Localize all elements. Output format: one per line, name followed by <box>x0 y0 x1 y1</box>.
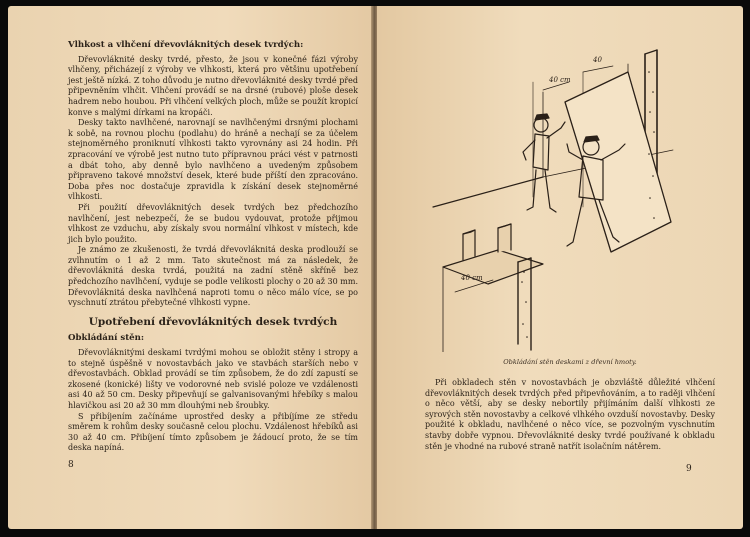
page-number-left: 8 <box>68 460 74 470</box>
paragraph: Při obkladech stěn v novostavbách je obzvláště důležité vlhčení dřevovláknitých desek tvrdých před připevňováním, a to raději vlhčení o něco větší, aby se desky nebortily přijímáním další vlhkosti ze syrových stěn novostavby a celkové vlhkého ovzduší novostavby. Desky použité k obkladu, navlhčené o něco více, se pozvolným vyschnutím stavby dobře vypnou. Dřevovláknité desky tvrdé používané k obkladu stěn je vhodné na rubové straně natřít isolačním nátěrem. <box>425 378 715 451</box>
dimension-label: 40 cm <box>461 274 483 282</box>
right-page <box>377 6 743 529</box>
paragraph: Je známo ze zkušenosti, že tvrdá dřevovláknitá deska prodlouží se zvlhnutím o 1 až 2 mm. Tato skutečnost má za následek, že dřevovláknitá deska tvrdá, použitá na zadní stěně skříně bez předchozího navlhčení, vyduje se podle velikosti plochy o 20 až 30 mm. Dřevovláknitá deska navlhčená naproti tomu o něco málo více, se po vyschnutí ztrátou přebytečné vlhkosti vypne. <box>68 245 358 308</box>
heading-moisture: Vlhkost a vlhčení dřevovláknitých desek tvrdých: <box>68 40 304 50</box>
dimension-label: 40 <box>593 56 602 64</box>
paragraph: Dřevovláknité desky tvrdé, přesto, že jsou v konečné fázi výroby vlhčeny, přicházejí z výroby ve vlhkosti, která pro většinu upotřebení jest ještě nízká. Z toho důvodu je nutno dřevovláknité desky tvrdé před připevněním vlhčit. Vlhčení provádí se na drsné (rubové) ploše desek hadrem nebo houbou. Při vlhčení velkých ploch, může se použít kropicí konve s malými dírkami na kropáči. <box>68 54 358 117</box>
paragraph: S přibíjením začínáme uprostřed desky a přibíjíme ze středu směrem k rohům desky současně celou plochu. Vzdálenost hřebíků asi 30 až 40 cm. Přibíjení tímto způsobem je žádoucí proto, že se tím deska napíná. <box>68 411 358 453</box>
page-number-right: 9 <box>686 464 692 474</box>
paragraph: Při použití dřevovláknitých desek tvrdých bez předchozího navlhčení, jest nebezpečí, že se budou vydouvat, protože přijmou vlhkost ze vzduchu, aby získaly svou normální vlhkost v místech, kde jich bylo použito. <box>68 202 358 244</box>
wall-cladding-illustration <box>423 32 723 352</box>
illustration-caption: Obkládání stěn deskami z dřevní hmoty. <box>503 358 637 366</box>
dimension-label: 40 cm <box>549 76 571 84</box>
left-page <box>8 6 372 529</box>
heading-usage: Upotřebení dřevovláknitých desek tvrdých <box>88 315 338 328</box>
paragraph: Desky takto navlhčené, narovnají se navlhčenými drsnými plochami k sobě, na rovnou plochu (podlahu) do hráně a nechají se za účelem stejnoměrného proniknutí vlhkosti takto vyrovnány asi 24 hodin. Při zpracování ve výrobě jest nutno tuto přípravnou práci vést v patrnosti a dbát toho, aby denně bylo navlhčeno a uvedeným způsobem připraveno takové množství desek, které bude příští den zpracováno. Doba přes noc dostačuje zpravidla k získání desek stejnoměrné vlhkosti. <box>68 118 358 202</box>
heading-wall-cladding: Obkládání stěn: <box>68 333 145 344</box>
left-page-text <box>68 40 358 454</box>
paragraph: Dřevovláknitými deskami tvrdými mohou se obložit stěny i stropy a to stejně úspěšně v novostavbách jako ve stavbách starších nebo v dřevostavbách. Obklad provádí se tím způsobem, že do zdí zapustí se zkosené (konické) lišty ve vodorovné neb svislé poloze ve vzdálenosti asi 40 až 50 cm. Desky připevňují se galvanisovanými hřebíky s malou hlavičkou asi 20 až 30 mm dlouhými neb šroubky. <box>68 348 358 410</box>
right-page-text <box>425 378 715 452</box>
